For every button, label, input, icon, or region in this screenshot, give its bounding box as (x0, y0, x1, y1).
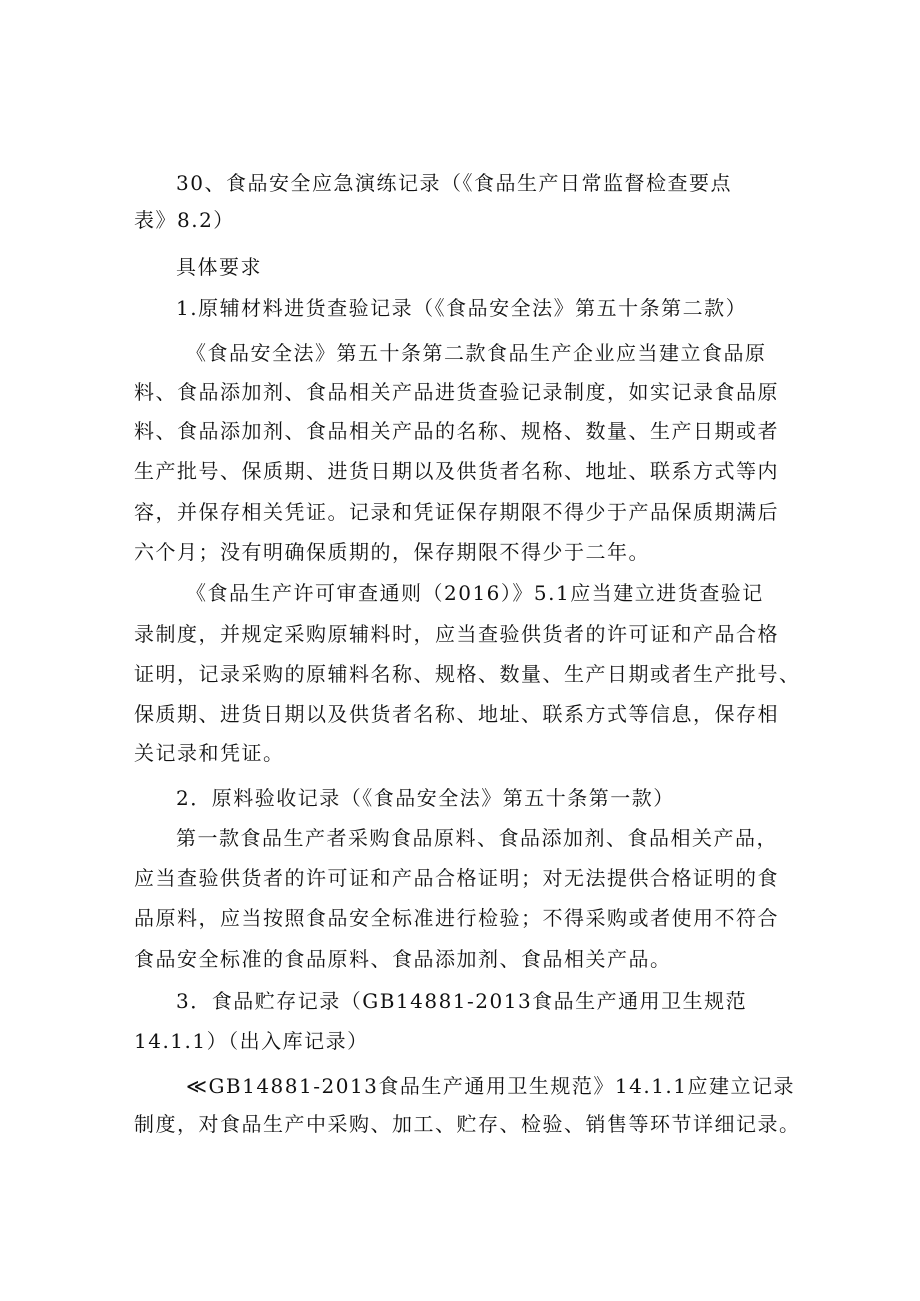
para-3-line-2: 应当查验供货者的许可证和产品合格证明；对无法提供合格证明的食 (134, 866, 779, 890)
para-3-line-1: 第一款食品生产者采购食品原料、食品添加剂、食品相关产品， (176, 826, 778, 850)
requirements-heading: 具体要求 (176, 255, 262, 279)
para-2-line-2: 录制度，并规定采购原辅料时，应当查验供货者的许可证和产品合格 (134, 622, 779, 646)
section-2-heading: 2．原料验收记录（《食品安全法》第五十条第一款） (176, 786, 675, 810)
para-1-line-5: 容，并保存相关凭证。记录和凭证保存期限不得少于产品保质期满后 (134, 500, 779, 524)
para-1-line-2: 料、食品添加剂、食品相关产品进货查验记录制度，如实记录食品原 (134, 380, 779, 404)
para-3-line-4: 食品安全标准的食品原料、食品添加剂、食品相关产品。 (134, 947, 672, 971)
para-1-line-6: 六个月；没有明确保质期的，保存期限不得少于二年。 (134, 540, 650, 564)
para-1-line-4: 生产批号、保质期、进货日期以及供货者名称、地址、联系方式等内 (134, 459, 779, 483)
para-4-line-2: 制度，对食品生产中采购、加工、贮存、检验、销售等环节详细记录。 (134, 1112, 801, 1136)
para-1-line-3: 料、食品添加剂、食品相关产品的名称、规格、数量、生产日期或者 (134, 419, 779, 443)
para-3-line-3: 品原料，应当按照食品安全标准进行检验；不得采购或者使用不符合 (134, 906, 779, 930)
para-2-line-3: 证明，记录采购的原辅料名称、规格、数量、生产日期或者生产批号、 (134, 662, 801, 686)
para-2-line-5: 关记录和凭证。 (134, 741, 285, 765)
section-3-heading-line-1: 3．食品贮存记录（GB14881-2013食品生产通用卫生规范 (176, 989, 748, 1013)
item-30-title-line-2: 表》8.2） (134, 208, 235, 232)
section-1-heading: 1.原辅材料进货查验记录（《食品安全法》第五十条第二款） (176, 296, 748, 320)
para-1-line-1: 《食品安全法》第五十条第二款食品生产企业应当建立食品原 (186, 341, 767, 365)
para-4-line-1: ≪GB14881-2013食品生产通用卫生规范》14.1.1应建立记录 (186, 1074, 796, 1098)
section-3-heading-line-2: 14.1.1）（出入库记录） (134, 1029, 369, 1053)
para-2-line-1: 《食品生产许可审查通则（2016）》5.1应当建立进货查验记 (186, 581, 764, 605)
para-2-line-4: 保质期、进货日期以及供货者名称、地址、联系方式等信息，保存相 (134, 702, 779, 726)
item-30-title-line-1: 30、食品安全应急演练记录（《食品生产日常监督检查要点 (176, 171, 732, 195)
